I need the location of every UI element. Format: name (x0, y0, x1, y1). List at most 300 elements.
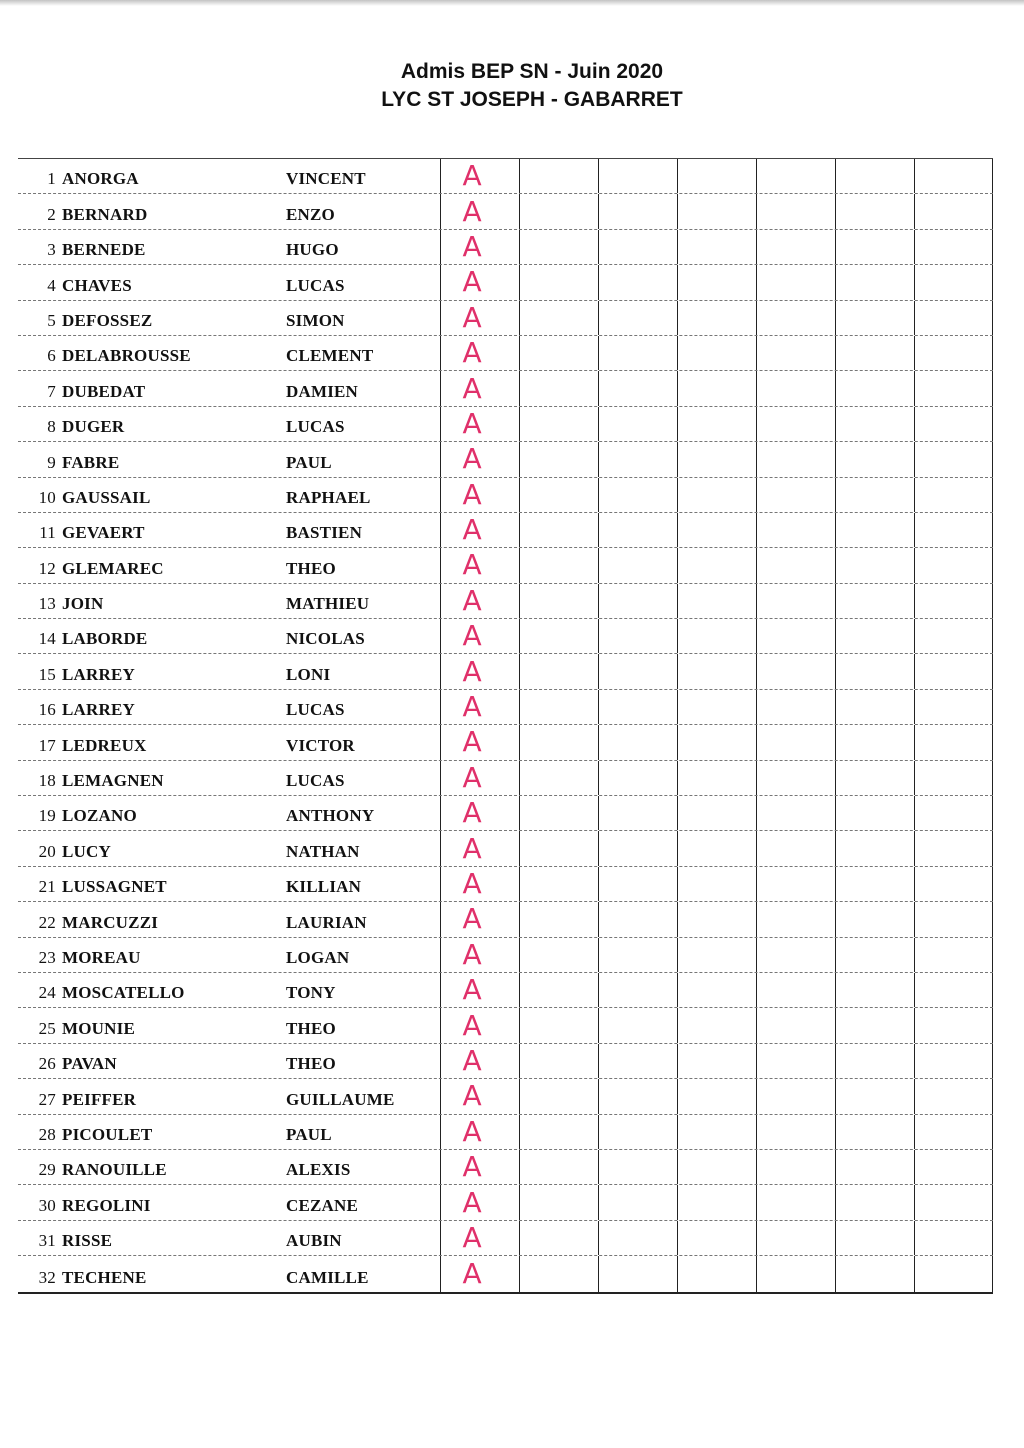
empty-cell (519, 1044, 598, 1078)
empty-cell (914, 973, 993, 1007)
student-first-name: CLEMENT (286, 346, 374, 366)
empty-cell (914, 902, 993, 936)
empty-cell (598, 1185, 677, 1219)
empty-cell (835, 619, 914, 653)
empty-cell (519, 159, 598, 193)
student-first-name: THEO (286, 1054, 336, 1074)
empty-cell (756, 690, 835, 724)
empty-cell (756, 973, 835, 1007)
table-row (18, 478, 993, 513)
table-row (18, 831, 993, 866)
student-cell (18, 902, 440, 936)
empty-cell (835, 336, 914, 370)
empty-cell (914, 619, 993, 653)
empty-cell (756, 159, 835, 193)
student-number: 32 (38, 1267, 56, 1287)
empty-cell (677, 1079, 756, 1113)
student-first-name: LAURIAN (286, 912, 367, 932)
empty-cell (756, 442, 835, 476)
student-first-name: BASTIEN (286, 523, 363, 543)
student-last-name: CHAVES (62, 275, 132, 295)
empty-cell (756, 654, 835, 688)
student-last-name: DEFOSSEZ (62, 310, 153, 330)
student-cell (18, 1256, 440, 1291)
empty-cell (519, 1008, 598, 1042)
result-mark: A (440, 1044, 520, 1078)
empty-cell (519, 654, 598, 688)
empty-cell (835, 1079, 914, 1113)
result-mark: A (440, 725, 520, 759)
empty-cell (756, 1008, 835, 1042)
empty-cell (835, 265, 914, 299)
empty-cell (756, 371, 835, 405)
empty-cell (598, 1115, 677, 1149)
student-last-name: BERNARD (62, 204, 148, 224)
student-number: 17 (38, 735, 56, 755)
table-row (18, 1079, 993, 1114)
student-first-name: AUBIN (286, 1231, 342, 1251)
empty-cell (756, 1079, 835, 1113)
empty-cell (914, 1221, 993, 1255)
student-cell (18, 619, 440, 653)
empty-cell (914, 1115, 993, 1149)
empty-cell (756, 301, 835, 335)
student-cell (18, 230, 440, 264)
empty-cell (835, 513, 914, 547)
empty-cell (598, 336, 677, 370)
empty-cell (835, 690, 914, 724)
empty-cell (598, 265, 677, 299)
empty-cell (914, 1256, 993, 1291)
empty-cell (835, 902, 914, 936)
result-mark: A (440, 1221, 520, 1255)
student-first-name: NATHAN (286, 841, 360, 861)
student-cell (18, 796, 440, 830)
empty-cell (677, 1150, 756, 1184)
empty-cell (914, 371, 993, 405)
student-first-name: VINCENT (286, 169, 366, 189)
empty-cell (677, 654, 756, 688)
student-number: 28 (38, 1124, 56, 1144)
empty-cell (914, 301, 993, 335)
empty-cell (914, 1079, 993, 1113)
result-mark: A (440, 938, 520, 972)
empty-cell (519, 973, 598, 1007)
empty-cell (756, 584, 835, 618)
empty-cell (677, 407, 756, 441)
empty-cell (677, 230, 756, 264)
empty-cell (835, 478, 914, 512)
result-mark: A (440, 1185, 520, 1219)
empty-cell (914, 654, 993, 688)
empty-cell (519, 407, 598, 441)
table-row (18, 867, 993, 902)
table-row (18, 1150, 993, 1185)
student-cell (18, 1115, 440, 1149)
student-cell (18, 725, 440, 759)
empty-cell (677, 442, 756, 476)
student-first-name: ANTHONY (286, 806, 375, 826)
result-mark: A (440, 301, 520, 335)
student-first-name: LUCAS (286, 417, 345, 437)
table-row (18, 1256, 993, 1291)
empty-cell (598, 973, 677, 1007)
empty-cell (598, 654, 677, 688)
empty-cell (914, 796, 993, 830)
empty-cell (598, 690, 677, 724)
empty-cell (677, 1044, 756, 1078)
empty-cell (519, 1221, 598, 1255)
student-cell (18, 407, 440, 441)
empty-cell (598, 1079, 677, 1113)
empty-cell (914, 513, 993, 547)
empty-cell (835, 194, 914, 228)
empty-cell (756, 902, 835, 936)
student-last-name: GEVAERT (62, 523, 145, 543)
empty-cell (756, 796, 835, 830)
result-mark: A (440, 513, 520, 547)
student-first-name: PAUL (286, 1124, 332, 1144)
student-first-name: CEZANE (286, 1195, 359, 1215)
student-first-name: LOGAN (286, 947, 350, 967)
empty-cell (677, 336, 756, 370)
empty-cell (598, 1221, 677, 1255)
table-row (18, 371, 993, 406)
student-cell (18, 690, 440, 724)
empty-cell (598, 194, 677, 228)
empty-cell (756, 938, 835, 972)
empty-cell (677, 513, 756, 547)
table-row (18, 690, 993, 725)
empty-cell (598, 1256, 677, 1291)
empty-cell (519, 831, 598, 865)
student-cell (18, 938, 440, 972)
student-number: 31 (38, 1231, 56, 1251)
student-last-name: DELABROUSSE (62, 346, 191, 366)
student-cell (18, 265, 440, 299)
student-last-name: MOREAU (62, 947, 141, 967)
table-row (18, 761, 993, 796)
table-row (18, 584, 993, 619)
empty-cell (519, 371, 598, 405)
empty-cell (677, 371, 756, 405)
student-cell (18, 371, 440, 405)
empty-cell (598, 1008, 677, 1042)
empty-cell (519, 230, 598, 264)
result-mark: A (440, 159, 520, 193)
student-number: 22 (38, 912, 56, 932)
table-row (18, 336, 993, 371)
empty-cell (914, 867, 993, 901)
empty-cell (519, 867, 598, 901)
empty-cell (756, 1150, 835, 1184)
empty-cell (756, 1185, 835, 1219)
student-last-name: LUSSAGNET (62, 877, 167, 897)
empty-cell (598, 301, 677, 335)
empty-cell (914, 407, 993, 441)
student-last-name: TECHENE (62, 1267, 147, 1287)
student-number: 19 (38, 806, 56, 826)
empty-cell (835, 725, 914, 759)
empty-cell (835, 654, 914, 688)
empty-cell (519, 619, 598, 653)
empty-cell (677, 159, 756, 193)
student-last-name: RISSE (62, 1231, 113, 1251)
empty-cell (914, 584, 993, 618)
empty-cell (598, 407, 677, 441)
empty-cell (519, 938, 598, 972)
empty-cell (835, 1185, 914, 1219)
empty-cell (835, 442, 914, 476)
student-last-name: MARCUZZI (62, 912, 159, 932)
empty-cell (756, 407, 835, 441)
results-table (18, 158, 993, 1294)
result-mark: A (440, 1008, 520, 1042)
empty-cell (519, 690, 598, 724)
empty-cell (756, 478, 835, 512)
student-last-name: MOUNIE (62, 1018, 135, 1038)
empty-cell (914, 159, 993, 193)
empty-cell (914, 336, 993, 370)
result-mark: A (440, 1256, 520, 1291)
result-mark: A (440, 265, 520, 299)
student-cell (18, 442, 440, 476)
empty-cell (835, 407, 914, 441)
table-row (18, 442, 993, 477)
student-last-name: LUCY (62, 841, 111, 861)
student-last-name: LEMAGNEN (62, 771, 164, 791)
empty-cell (519, 584, 598, 618)
result-mark: A (440, 548, 520, 582)
student-first-name: THEO (286, 558, 336, 578)
empty-cell (914, 761, 993, 795)
empty-cell (835, 584, 914, 618)
student-first-name: THEO (286, 1018, 336, 1038)
table-row (18, 265, 993, 300)
student-cell (18, 761, 440, 795)
student-cell (18, 973, 440, 1007)
student-number: 13 (38, 594, 56, 614)
empty-cell (519, 194, 598, 228)
empty-cell (914, 831, 993, 865)
student-number: 29 (38, 1160, 56, 1180)
empty-cell (519, 796, 598, 830)
empty-cell (598, 761, 677, 795)
empty-cell (677, 584, 756, 618)
student-cell (18, 1185, 440, 1219)
empty-cell (835, 1044, 914, 1078)
empty-cell (519, 761, 598, 795)
empty-cell (835, 796, 914, 830)
student-cell (18, 831, 440, 865)
empty-cell (756, 194, 835, 228)
empty-cell (598, 230, 677, 264)
empty-cell (598, 371, 677, 405)
result-mark: A (440, 619, 520, 653)
empty-cell (519, 336, 598, 370)
table-row (18, 194, 993, 229)
empty-cell (756, 1221, 835, 1255)
empty-cell (756, 548, 835, 582)
student-number: 12 (38, 558, 56, 578)
table-row (18, 513, 993, 548)
student-first-name: MATHIEU (286, 594, 370, 614)
student-first-name: HUGO (286, 240, 339, 260)
empty-cell (677, 1221, 756, 1255)
empty-cell (677, 1008, 756, 1042)
empty-cell (677, 796, 756, 830)
result-mark: A (440, 1079, 520, 1113)
empty-cell (914, 478, 993, 512)
title-exam: Admis BEP SN - Juin 2020 (400, 60, 664, 83)
empty-cell (756, 831, 835, 865)
result-mark: A (440, 1150, 520, 1184)
student-number: 15 (38, 664, 56, 684)
student-first-name: NICOLAS (286, 629, 365, 649)
student-cell (18, 1079, 440, 1113)
student-number: 8 (47, 417, 56, 437)
student-cell (18, 584, 440, 618)
empty-cell (756, 1115, 835, 1149)
empty-cell (677, 265, 756, 299)
table-row (18, 1185, 993, 1220)
empty-cell (914, 265, 993, 299)
empty-cell (914, 1044, 993, 1078)
table-row (18, 230, 993, 265)
student-first-name: KILLIAN (286, 877, 362, 897)
student-cell (18, 654, 440, 688)
empty-cell (598, 619, 677, 653)
student-number: 24 (38, 983, 56, 1003)
student-last-name: LABORDE (62, 629, 148, 649)
empty-cell (598, 442, 677, 476)
empty-cell (835, 1008, 914, 1042)
student-last-name: REGOLINI (62, 1195, 151, 1215)
empty-cell (835, 230, 914, 264)
empty-cell (914, 548, 993, 582)
student-cell (18, 1044, 440, 1078)
result-mark: A (440, 867, 520, 901)
empty-cell (677, 902, 756, 936)
title-school: LYC ST JOSEPH - GABARRET (381, 88, 683, 111)
table-row (18, 1044, 993, 1079)
student-number: 2 (47, 204, 56, 224)
student-first-name: CAMILLE (286, 1267, 369, 1287)
empty-cell (835, 938, 914, 972)
empty-cell (835, 548, 914, 582)
empty-cell (598, 867, 677, 901)
empty-cell (519, 1079, 598, 1113)
student-number: 14 (38, 629, 56, 649)
empty-cell (835, 1256, 914, 1291)
empty-cell (835, 1150, 914, 1184)
student-last-name: DUBEDAT (62, 381, 146, 401)
empty-cell (756, 1256, 835, 1291)
empty-cell (835, 867, 914, 901)
student-number: 3 (47, 240, 56, 260)
empty-cell (677, 478, 756, 512)
empty-cell (756, 230, 835, 264)
empty-cell (756, 867, 835, 901)
student-number: 10 (38, 487, 56, 507)
empty-cell (835, 301, 914, 335)
result-mark: A (440, 902, 520, 936)
table-row (18, 725, 993, 760)
table-row (18, 1115, 993, 1150)
empty-cell (677, 548, 756, 582)
student-first-name: LUCAS (286, 700, 345, 720)
student-last-name: JOIN (62, 594, 104, 614)
empty-cell (914, 1008, 993, 1042)
student-cell (18, 548, 440, 582)
table-row (18, 973, 993, 1008)
student-cell (18, 159, 440, 193)
student-cell (18, 1150, 440, 1184)
empty-cell (835, 1115, 914, 1149)
student-number: 7 (47, 381, 56, 401)
result-mark: A (440, 336, 520, 370)
student-last-name: LOZANO (62, 806, 137, 826)
empty-cell (756, 336, 835, 370)
empty-cell (756, 1044, 835, 1078)
empty-cell (519, 902, 598, 936)
student-first-name: GUILLAUME (286, 1089, 395, 1109)
empty-cell (677, 690, 756, 724)
empty-cell (598, 725, 677, 759)
empty-cell (835, 761, 914, 795)
empty-cell (756, 619, 835, 653)
student-number: 30 (38, 1195, 56, 1215)
student-last-name: MOSCATELLO (62, 983, 185, 1003)
student-last-name: GAUSSAIL (62, 487, 151, 507)
student-first-name: TONY (286, 983, 336, 1003)
table-row (18, 548, 993, 583)
result-mark: A (440, 796, 520, 830)
student-cell (18, 513, 440, 547)
empty-cell (598, 902, 677, 936)
table-row (18, 301, 993, 336)
empty-cell (519, 1256, 598, 1291)
empty-cell (519, 548, 598, 582)
document-header (0, 58, 1024, 114)
empty-cell (756, 265, 835, 299)
table-row (18, 619, 993, 654)
student-last-name: PAVAN (62, 1054, 117, 1074)
student-last-name: RANOUILLE (62, 1160, 167, 1180)
student-number: 20 (38, 841, 56, 861)
student-number: 21 (38, 877, 56, 897)
empty-cell (677, 973, 756, 1007)
empty-cell (835, 831, 914, 865)
empty-cell (914, 1150, 993, 1184)
result-mark: A (440, 973, 520, 1007)
empty-cell (677, 619, 756, 653)
empty-cell (519, 442, 598, 476)
student-last-name: PICOULET (62, 1124, 153, 1144)
empty-cell (756, 725, 835, 759)
empty-cell (677, 867, 756, 901)
empty-cell (914, 690, 993, 724)
student-number: 23 (38, 947, 56, 967)
result-mark: A (440, 654, 520, 688)
student-last-name: ANORGA (62, 169, 139, 189)
student-first-name: SIMON (286, 310, 345, 330)
table-row (18, 796, 993, 831)
student-number: 6 (47, 346, 56, 366)
empty-cell (519, 1150, 598, 1184)
student-number: 27 (38, 1089, 56, 1109)
result-mark: A (440, 1115, 520, 1149)
